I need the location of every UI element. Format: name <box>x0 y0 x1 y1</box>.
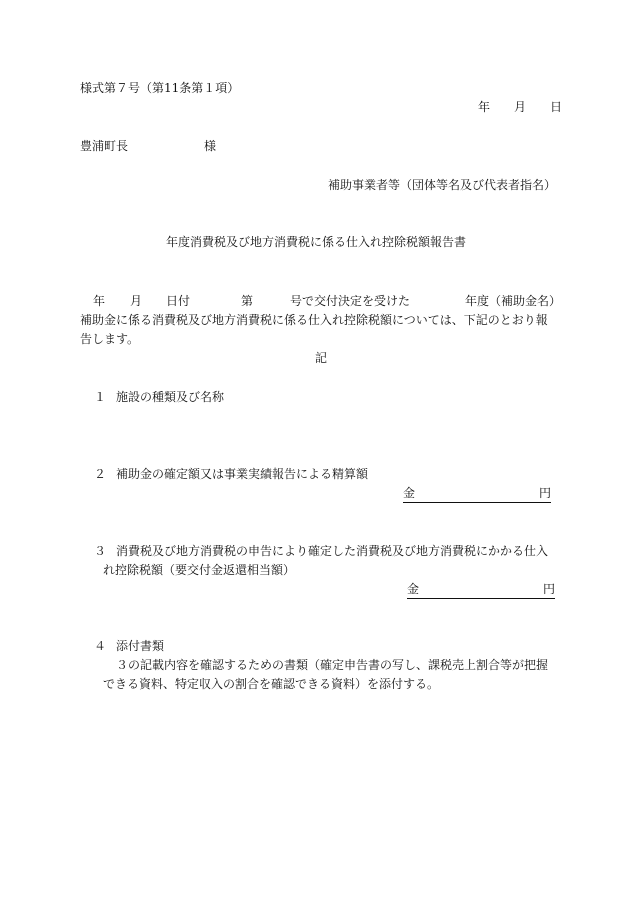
item-1-label: 施設の種類及び名称 <box>116 390 225 404</box>
item-4-number: ４ <box>94 639 107 653</box>
item-2-amount-line <box>403 485 551 503</box>
item-2-label: 補助金の確定額又は事業実績報告による精算額 <box>116 467 369 481</box>
date-year-label: 年 <box>478 100 491 114</box>
item-3-number: ３ <box>94 544 107 558</box>
body-line-3: 告します。 <box>80 332 140 346</box>
item-2-number: ２ <box>94 467 107 481</box>
body-year: 年 <box>93 294 106 308</box>
addressee-honorific: 様 <box>204 139 217 153</box>
body-month: 月 <box>130 294 143 308</box>
item-2-amount-suffix: 円 <box>538 486 551 500</box>
item-2-amount-prefix: 金 <box>403 486 416 500</box>
item-1-number: １ <box>94 390 107 404</box>
item-4-desc-line-2: できる資料、特定収入の割合を確認できる資料）を添付する。 <box>103 677 440 691</box>
body-go-text: 号で交付決定を受けた <box>290 294 411 308</box>
addressee-name: 豊浦町長 <box>80 139 129 153</box>
item-3-amount-line <box>407 581 555 599</box>
item-3-label-line-2: れ控除税額（要交付金返還相当額） <box>103 563 296 577</box>
document-title: 年度消費税及び地方消費税に係る仕入れ控除税額報告書 <box>166 235 467 249</box>
date-month-label: 月 <box>514 100 527 114</box>
body-nendo-text: 年度（補助金名） <box>465 294 562 308</box>
item-3-amount-prefix: 金 <box>407 582 420 596</box>
ki-label: 記 <box>315 351 328 365</box>
body-line-2: 補助金に係る消費税及び地方消費税に係る仕入れ控除税額については、下記のとおり報 <box>80 313 548 327</box>
item-4-label: 添付書類 <box>116 639 165 653</box>
item-3-amount-suffix: 円 <box>542 582 555 596</box>
form-id: 様式第７号（第11条第１項） <box>80 81 240 95</box>
item-4-desc-line-1: ３の記載内容を確認するための書類（確定申告書の写し、課税売上割合等が把握 <box>116 658 549 672</box>
date-day-label: 日 <box>550 100 563 114</box>
item-3-label-line-1: 消費税及び地方消費税の申告により確定した消費税及び地方消費税にかかる仕入 <box>116 544 549 558</box>
applicant-label: 補助事業者等（団体等名及び代表者指名） <box>328 178 557 192</box>
body-dai: 第 <box>241 294 254 308</box>
body-date-tsuke: 日付 <box>166 294 191 308</box>
